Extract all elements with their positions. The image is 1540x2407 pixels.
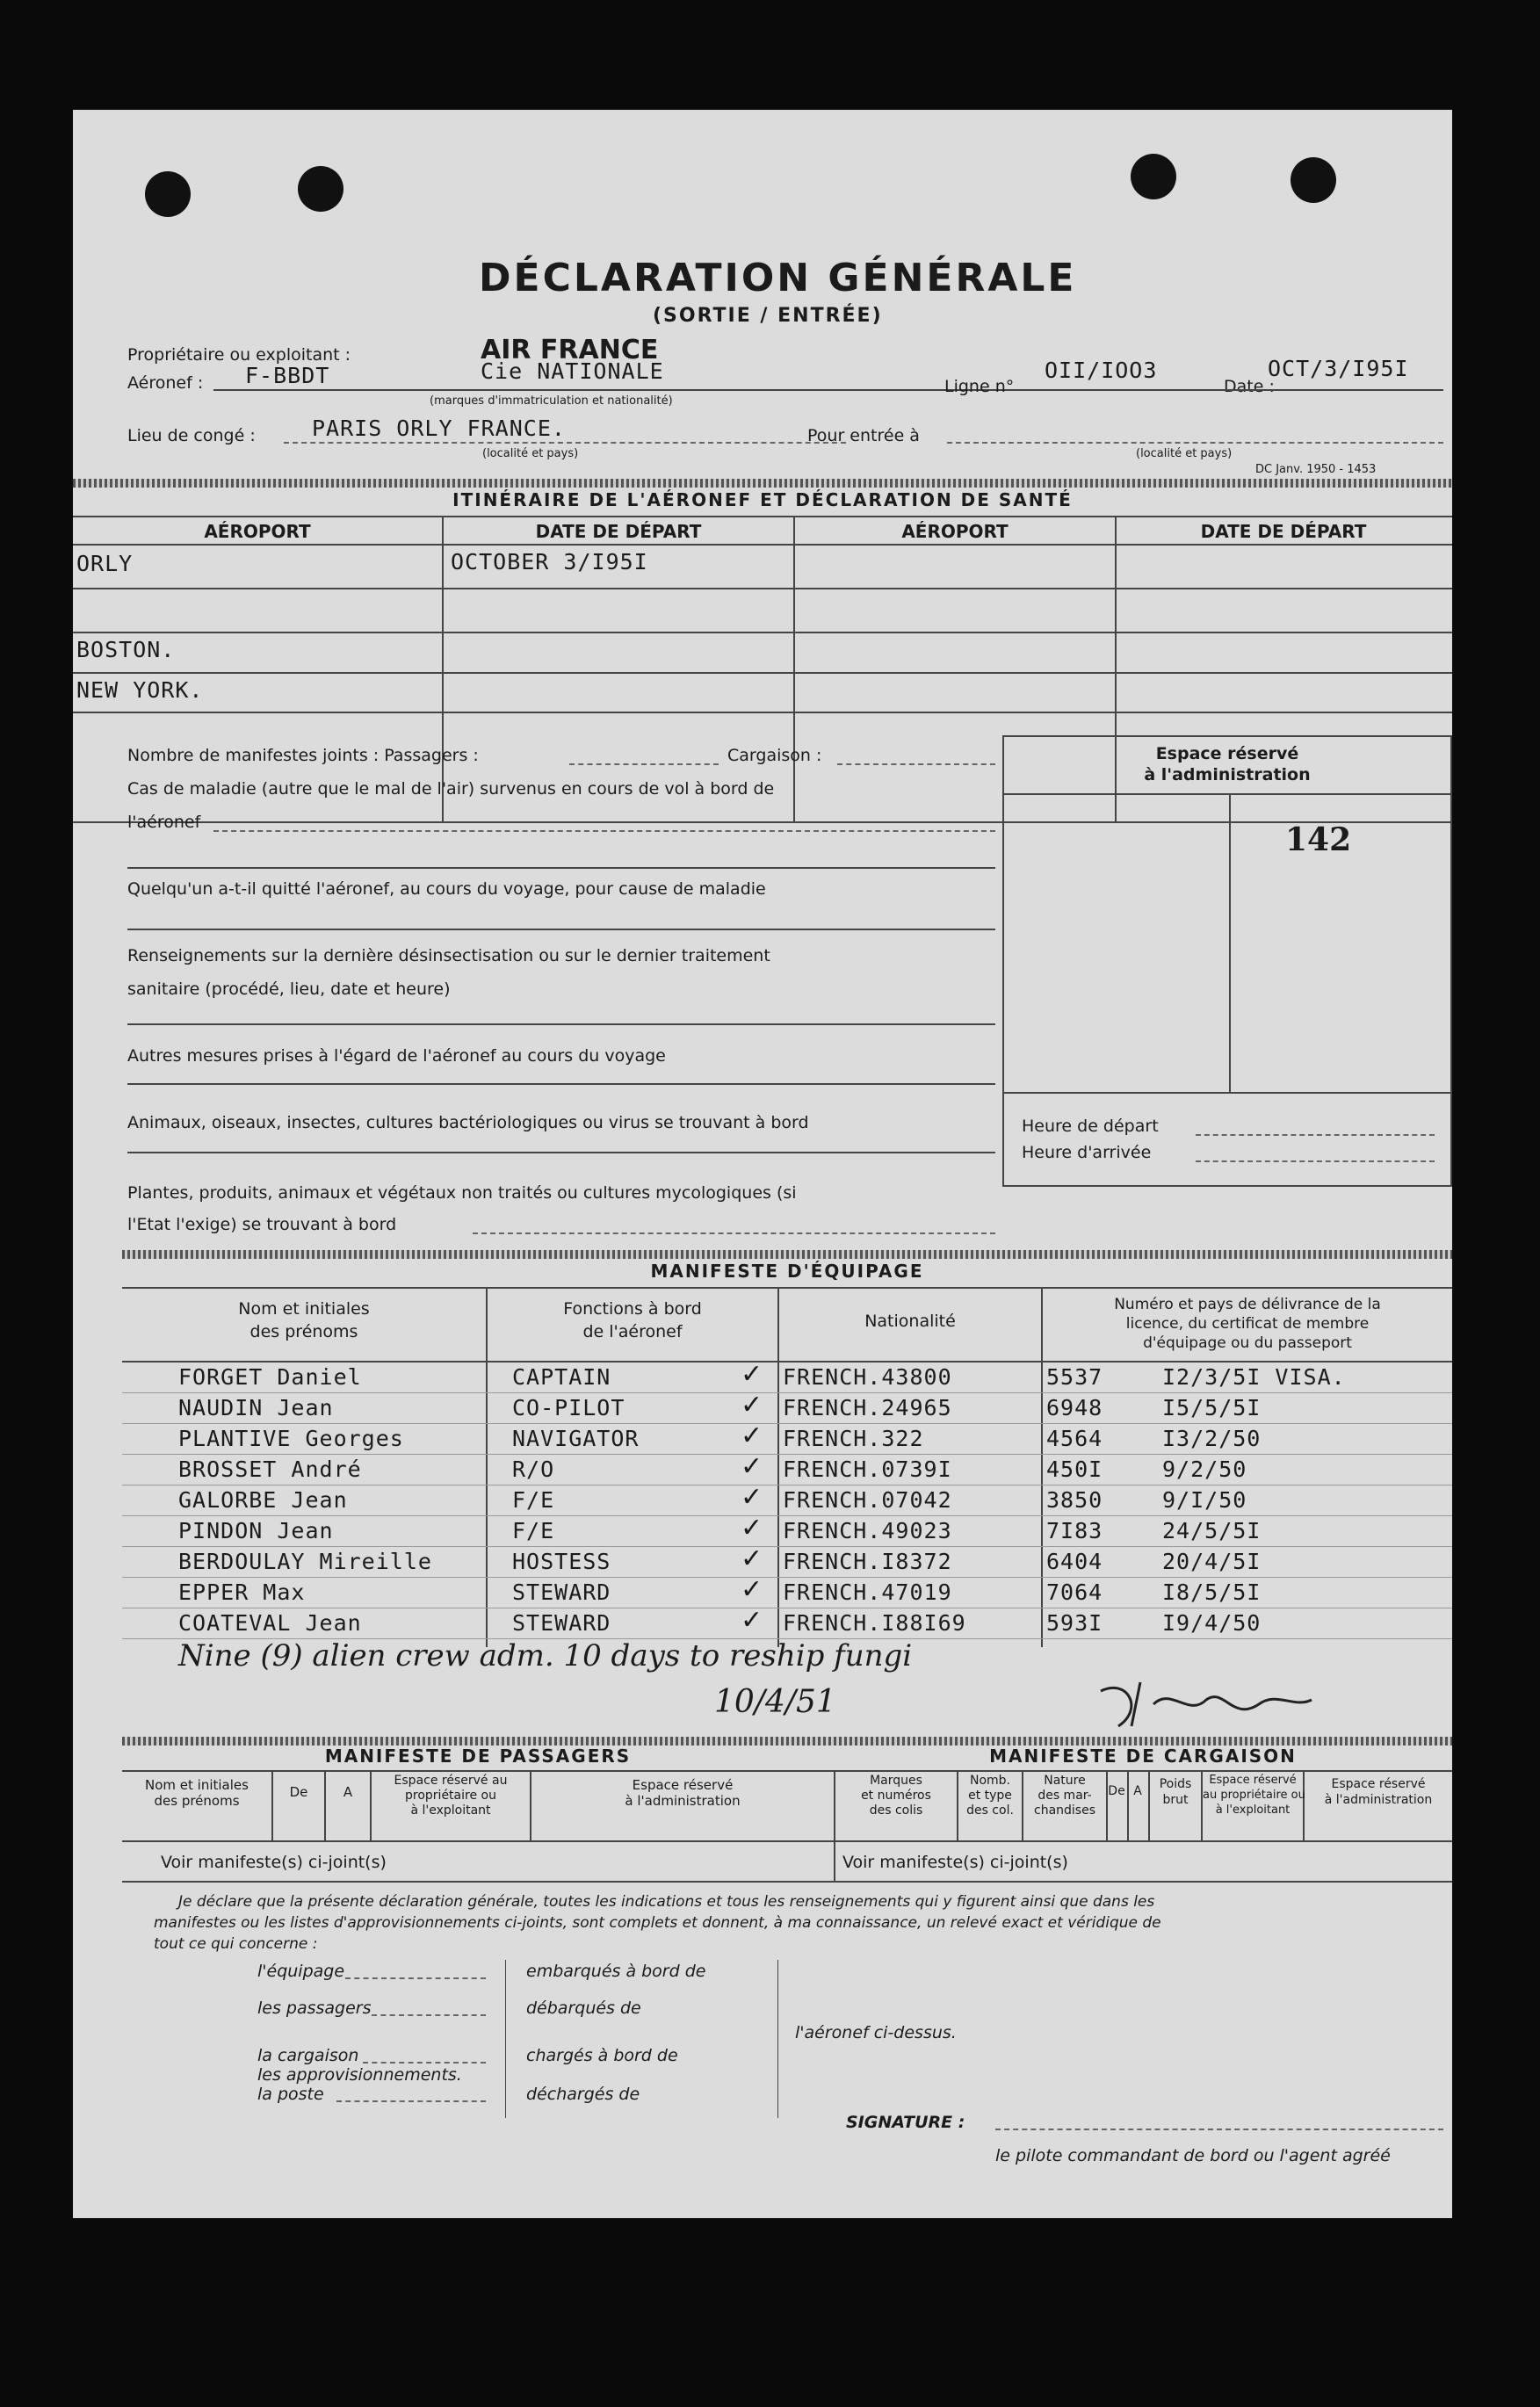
q-disinsect-2: sanitaire (procédé, lieu, date et heure) (127, 979, 451, 999)
cargo-col-from: De (1108, 1784, 1125, 1798)
decl-embarked: embarqués à bord de (526, 1962, 706, 1981)
crew-col-function-2: de l'aéronef (582, 1322, 683, 1341)
q-plants-2: l'Etat l'exige) se trouvant à bord (127, 1215, 397, 1234)
pax-col-owner-2: propriétaire ou (405, 1789, 496, 1803)
crew-col-function: Fonctions à bord (563, 1299, 702, 1319)
signature-caption: le pilote commandant de bord ou l'agent agréé (995, 2146, 1391, 2165)
crew-license-number: 593I (1046, 1610, 1103, 1636)
declaration-text-2: manifestes ou les listes d'approvisionnements ci-joints, sont complets et donnent, à ma connaissance, un relevé exact et véridique de (154, 1914, 1161, 1932)
handwritten-signature (1092, 1673, 1320, 1735)
crew-name: FORGET Daniel (178, 1364, 362, 1390)
crew-license-date: 20/4/5I (1162, 1549, 1262, 1574)
punch-hole (1291, 157, 1336, 203)
table-row (73, 1359, 1452, 1393)
owner-value-1: AIR FRANCE (481, 335, 659, 365)
cargo-col-nature-3: chandises (1034, 1803, 1095, 1818)
check-mark-icon: ✓ (741, 1390, 763, 1420)
cargo-col-count-3: des col. (966, 1803, 1014, 1818)
crew-name: BROSSET André (178, 1456, 362, 1482)
table-row (73, 1574, 1452, 1608)
itinerary-airport: BOSTON. (76, 637, 176, 662)
crew-nationality: FRENCH.I88I69 (783, 1610, 966, 1636)
line-value: OII/IOO3 (1045, 358, 1158, 383)
q-other: Autres mesures prises à l'égard de l'aéronef au cours du voyage (127, 1046, 666, 1066)
crew-license-number: 4564 (1046, 1426, 1103, 1451)
itinerary-airport: ORLY (76, 551, 134, 576)
crew-col-name: Nom et initiales (238, 1299, 370, 1319)
punch-hole (1131, 154, 1176, 199)
crew-license-number: 7I83 (1046, 1518, 1103, 1543)
crew-nationality: FRENCH.0739I (783, 1456, 952, 1482)
crew-col-nationality: Nationalité (864, 1312, 956, 1331)
check-mark-icon: ✓ (741, 1482, 763, 1513)
table-row (73, 1605, 1452, 1639)
crew-license-number: 7064 (1046, 1579, 1103, 1605)
table-row (73, 1390, 1452, 1424)
crew-license-date: 9/2/50 (1162, 1456, 1247, 1482)
decl-passengers: les passagers (257, 1999, 372, 2018)
check-mark-icon: ✓ (741, 1574, 763, 1605)
entry-label: Pour entrée à (807, 426, 920, 445)
crew-name: PLANTIVE Georges (178, 1426, 404, 1451)
q-manifests: Nombre de manifestes joints : Passagers : (127, 746, 479, 765)
crew-license-number: 450I (1046, 1456, 1103, 1482)
table-row (73, 1451, 1452, 1485)
cargo-col-nature-2: des mar- (1038, 1789, 1092, 1803)
cargo-col-admin: Espace réservé (1331, 1777, 1426, 1791)
check-mark-icon: ✓ (741, 1420, 763, 1451)
line-label: Ligne n° (944, 377, 1015, 396)
cargo-col-nature: Nature (1044, 1774, 1086, 1788)
crew-name: BERDOULAY Mireille (178, 1549, 432, 1574)
pax-col-name: Nom et initiales (145, 1777, 249, 1793)
decl-disembarked: débarqués de (526, 1999, 641, 2018)
handwritten-note: Nine (9) alien crew adm. 10 days to reship fungi (178, 1638, 913, 1673)
decl-mail: la poste (257, 2085, 324, 2104)
pax-col-from: De (289, 1784, 308, 1800)
pax-col-admin: Espace réservé (632, 1777, 734, 1793)
decl-cargo: la cargaison (257, 2046, 359, 2065)
declaration-text-3: tout ce qui concerne : (154, 1935, 318, 1953)
table-row (73, 1420, 1452, 1455)
q-disinsect: Renseignements sur la dernière désinsectisation ou sur le dernier traitement (127, 946, 770, 965)
q-cargo: Cargaison : (727, 746, 822, 765)
check-mark-icon: ✓ (741, 1513, 763, 1543)
crew-name: GALORBE Jean (178, 1487, 348, 1513)
check-mark-icon: ✓ (741, 1543, 763, 1574)
cargo-col-count-2: et type (968, 1789, 1012, 1803)
crew-license-date: I2/3/5I VISA. (1162, 1364, 1346, 1390)
crew-license-date: 9/I/50 (1162, 1487, 1247, 1513)
itinerary-airport: NEW YORK. (76, 677, 204, 703)
cargo-col-owner-3: à l'exploitant (1215, 1803, 1291, 1817)
punch-hole (298, 166, 343, 212)
crew-license-number: 6948 (1046, 1395, 1103, 1420)
crew-nationality: FRENCH.I8372 (783, 1549, 952, 1574)
decl-loaded: chargés à bord de (526, 2046, 678, 2065)
declaration-text: Je déclare que la présente déclaration générale, toutes les indications et tous les renseignements qui y figurent ainsi que dans les (178, 1893, 1155, 1911)
decl-crew: l'équipage (257, 1962, 345, 1981)
decl-supplies: les approvisionnements. (257, 2065, 462, 2085)
table-row (73, 1543, 1452, 1578)
form-code: DC Janv. 1950 - 1453 (1255, 463, 1377, 476)
cargo-col-admin-2: à l'administration (1324, 1793, 1433, 1807)
cargo-heading: MANIFESTE DE CARGAISON (989, 1746, 1297, 1767)
crew-col-license: Numéro et pays de délivrance de la (1114, 1296, 1381, 1313)
q-plants: Plantes, produits, animaux et végétaux non traités ou cultures mycologiques (si (127, 1183, 797, 1203)
cargo-see-manifest: Voir manifeste(s) ci-joint(s) (842, 1853, 1068, 1872)
cargo-col-owner: Espace réservé (1209, 1774, 1297, 1787)
cargo-col-to: A (1133, 1784, 1142, 1798)
owner-label: Propriétaire ou exploitant : (127, 345, 351, 365)
crew-nationality: FRENCH.47019 (783, 1579, 952, 1605)
col-date-1: DATE DE DÉPART (535, 521, 702, 542)
crew-function: STEWARD (512, 1610, 611, 1636)
crew-col-license-2: licence, du certificat de membre (1125, 1315, 1370, 1333)
crew-col-license-3: d'équipage ou du passeport (1143, 1334, 1352, 1352)
cargo-col-marks-3: des colis (869, 1803, 923, 1818)
crew-function: STEWARD (512, 1579, 611, 1605)
aircraft-label: Aéronef : (127, 373, 204, 393)
check-mark-icon: ✓ (741, 1359, 763, 1390)
admin-number: 142 (1285, 821, 1352, 858)
col-date-2: DATE DE DÉPART (1200, 521, 1367, 542)
crew-function: F/E (512, 1518, 555, 1543)
crew-license-number: 3850 (1046, 1487, 1103, 1513)
col-airport-1: AÉROPORT (204, 521, 311, 542)
crew-license-date: I8/5/5I (1162, 1579, 1262, 1605)
pax-col-name-2: des prénoms (154, 1793, 240, 1809)
crew-license-number: 5537 (1046, 1364, 1103, 1390)
crew-nationality: FRENCH.07042 (783, 1487, 952, 1513)
check-mark-icon: ✓ (741, 1451, 763, 1482)
table-row (73, 1482, 1452, 1516)
itinerary-heading: ITINÉRAIRE DE L'AÉRONEF ET DÉCLARATION DE SANTÉ (452, 489, 1073, 510)
crew-function: CAPTAIN (512, 1364, 611, 1390)
crew-function: NAVIGATOR (512, 1426, 640, 1451)
admin-box (1002, 735, 1452, 1187)
crew-function: R/O (512, 1456, 555, 1482)
crew-heading: MANIFESTE D'ÉQUIPAGE (650, 1261, 924, 1282)
decl-aircraft-above: l'aéronef ci-dessus. (795, 2023, 957, 2042)
crew-nationality: FRENCH.43800 (783, 1364, 952, 1390)
form-subtitle: (SORTIE / ENTRÉE) (653, 305, 883, 327)
itinerary-date: OCTOBER 3/I95I (451, 549, 648, 575)
departure-time-label: Heure de départ (1022, 1117, 1159, 1136)
handwritten-date: 10/4/51 (714, 1684, 836, 1720)
date-value: OCT/3/I95I (1268, 356, 1409, 381)
crew-license-date: I5/5/5I (1162, 1395, 1262, 1420)
cargo-col-marks-2: et numéros (861, 1789, 931, 1803)
crew-license-date: I3/2/50 (1162, 1426, 1262, 1451)
crew-license-date: I9/4/50 (1162, 1610, 1262, 1636)
arrival-time-label: Heure d'arrivée (1022, 1143, 1152, 1162)
owner-value-2: Cie NATIONALE (481, 358, 664, 384)
admin-heading: Espace réservé (1155, 744, 1299, 763)
crew-function: F/E (512, 1487, 555, 1513)
crew-nationality: FRENCH.24965 (783, 1395, 952, 1420)
cargo-col-count: Nomb. (969, 1774, 1010, 1788)
crew-name: COATEVAL Jean (178, 1610, 362, 1636)
marks-note: (marques d'immatriculation et nationalité) (430, 394, 673, 408)
crew-function: HOSTESS (512, 1549, 611, 1574)
crew-name: EPPER Max (178, 1579, 306, 1605)
locality-note-1: (localité et pays) (482, 447, 579, 460)
cargo-col-marks: Marques (870, 1774, 922, 1788)
pax-col-owner-3: à l'exploitant (410, 1803, 491, 1818)
cargo-col-weight-2: brut (1162, 1793, 1189, 1807)
aircraft-value: F-BBDT (245, 363, 330, 388)
admin-heading-2: à l'administration (1144, 765, 1311, 784)
date-label: Date : (1224, 377, 1275, 396)
crew-function: CO-PILOT (512, 1395, 625, 1420)
table-row (73, 1513, 1452, 1547)
signature-label: SIGNATURE : (846, 2113, 965, 2132)
crew-name: NAUDIN Jean (178, 1395, 334, 1420)
declaration-form-sheet (73, 110, 1452, 2218)
locality-note-2: (localité et pays) (1136, 447, 1233, 460)
q-left: Quelqu'un a-t-il quitté l'aéronef, au cours du voyage, pour cause de maladie (127, 879, 766, 899)
crew-nationality: FRENCH.322 (783, 1426, 924, 1451)
cargo-col-owner-2: au propriétaire ou (1203, 1789, 1305, 1802)
crew-col-name-2: des prénoms (249, 1322, 358, 1341)
crew-name: PINDON Jean (178, 1518, 334, 1543)
check-mark-icon: ✓ (741, 1605, 763, 1636)
cargo-col-weight: Poids (1159, 1777, 1192, 1791)
pax-col-to: A (343, 1784, 353, 1800)
clearance-value: PARIS ORLY FRANCE. (312, 416, 566, 441)
col-airport-2: AÉROPORT (901, 521, 1009, 542)
decl-unloaded: déchargés de (526, 2085, 640, 2104)
crew-nationality: FRENCH.49023 (783, 1518, 952, 1543)
pax-col-owner: Espace réservé au (394, 1774, 508, 1788)
q-illness: Cas de maladie (autre que le mal de l'air) survenus en cours de vol à bord de (127, 779, 775, 799)
punch-hole (145, 171, 191, 217)
q-animals: Animaux, oiseaux, insectes, cultures bactériologiques ou virus se trouvant à bord (127, 1113, 809, 1132)
form-title: DÉCLARATION GÉNÉRALE (479, 256, 1077, 300)
crew-license-number: 6404 (1046, 1549, 1103, 1574)
crew-license-date: 24/5/5I (1162, 1518, 1262, 1543)
pax-see-manifest: Voir manifeste(s) ci-joint(s) (161, 1853, 387, 1872)
q-illness-2: l'aéronef (127, 813, 201, 832)
passenger-heading: MANIFESTE DE PASSAGERS (324, 1746, 632, 1767)
pax-col-admin-2: à l'administration (625, 1793, 741, 1809)
clearance-label: Lieu de congé : (127, 426, 256, 445)
